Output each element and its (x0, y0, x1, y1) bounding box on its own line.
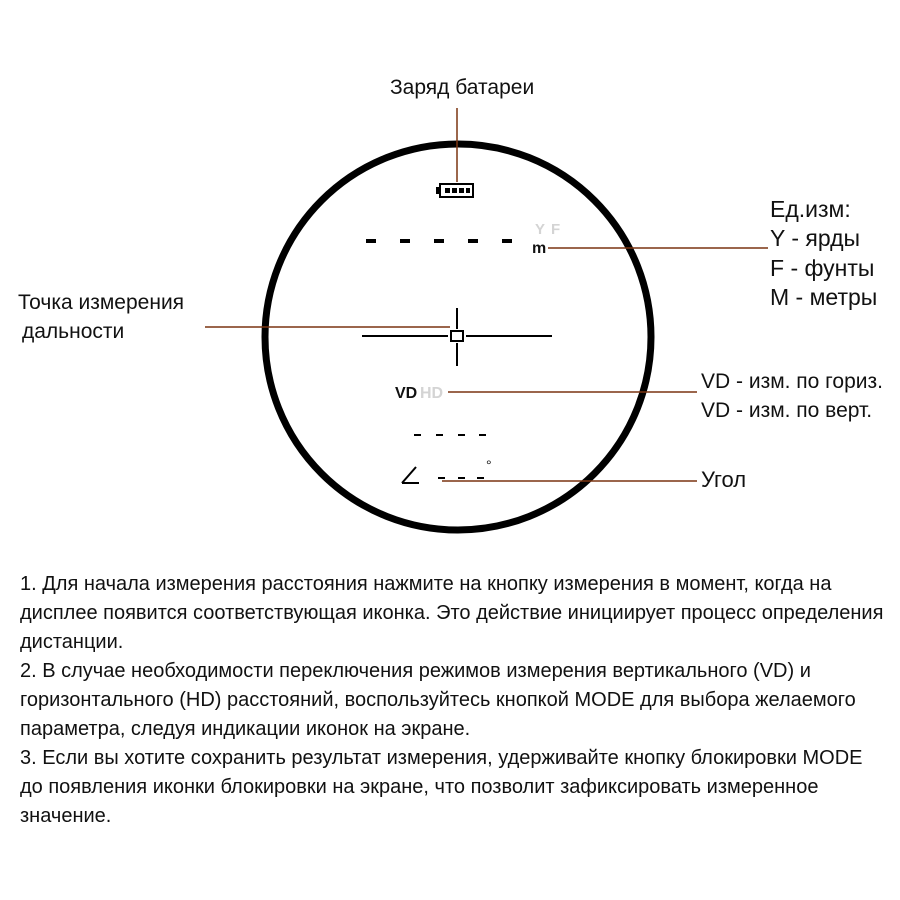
secondary-digits (414, 434, 486, 436)
distance-digits (366, 239, 512, 243)
aim-point-label-line2: дальности (22, 320, 125, 343)
mode-vd-indicator: VD (395, 385, 418, 402)
units-feet-label: F - фунты (770, 255, 875, 281)
unit-m-indicator: m (532, 240, 547, 257)
unit-f-indicator: F (551, 221, 561, 238)
angle-icon (402, 467, 419, 483)
mode-label-line2: VD - изм. по верт. (701, 399, 873, 422)
instruction-step-1: 1. Для начала измерения расстояния нажмите на кнопку измерения в момент, когда на дисплее появится соответствующая иконка. Это действие инициирует процесс определения дистанции. (20, 573, 884, 653)
units-meters-label: M - метры (770, 284, 878, 310)
instructions (20, 570, 890, 831)
instruction-step-3: 3. Если вы хотите сохранить результат измерения, удерживайте кнопку блокировки MODE до появления иконки блокировки на экране, что позволит зафиксировать измеренное значение. (20, 747, 863, 827)
battery-label: Заряд батареи (390, 76, 535, 99)
units-yards-label: Y - ярды (770, 225, 861, 251)
mode-hd-indicator: HD (420, 385, 444, 402)
mode-label-line1: VD - изм. по гориз. (701, 370, 883, 393)
angle-label: Угол (701, 467, 747, 492)
aim-point-reticle (451, 331, 463, 341)
aim-point-label-line1: Точка измерения (18, 291, 185, 314)
instruction-step-2: 2. В случае необходимости переключения режимов измерения вертикального (VD) и горизонтального (HD) расстояний, воспользуйтесь кнопкой MODE для выбора желаемого параметра, следуя индикации иконок на экране. (20, 660, 856, 740)
viewfinder-circle (265, 144, 651, 530)
units-title-label: Ед.изм: (770, 196, 851, 222)
battery-icon (436, 184, 473, 197)
crosshair (362, 308, 552, 366)
angle-degree-symbol: ° (486, 457, 492, 473)
angle-digits (438, 477, 484, 479)
unit-y-indicator: Y (535, 221, 546, 238)
